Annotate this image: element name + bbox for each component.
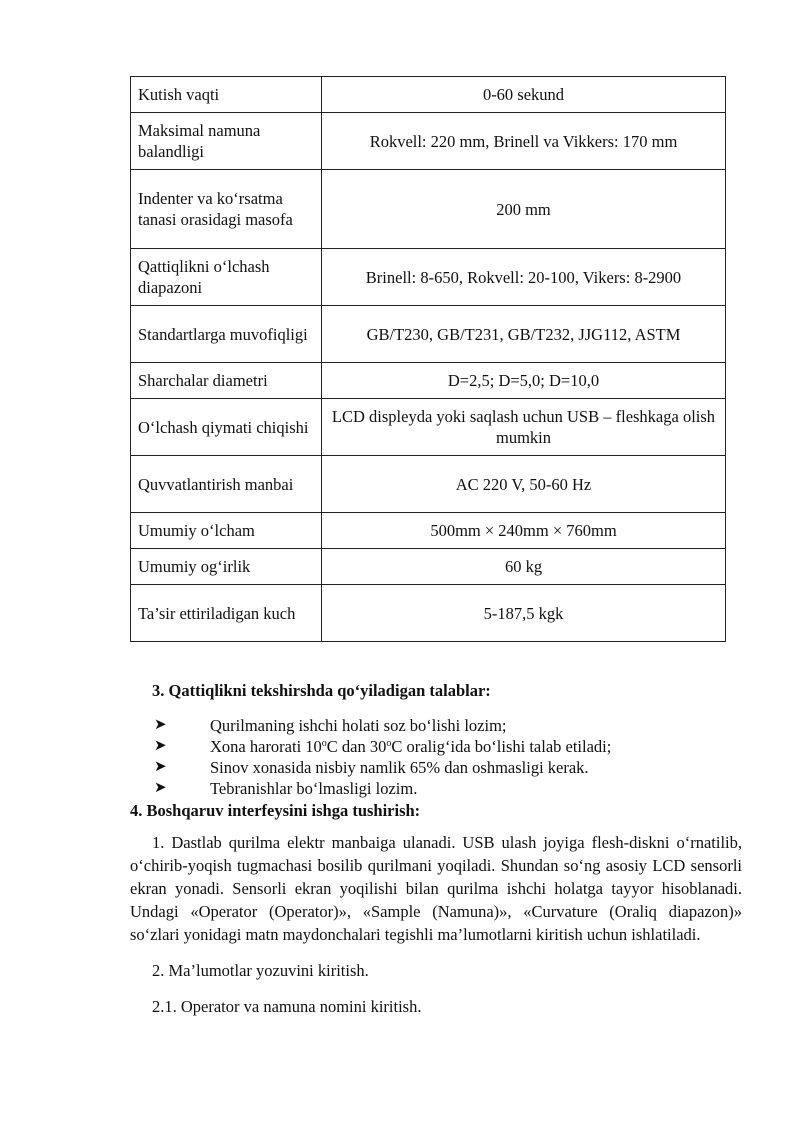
table-row	[131, 249, 726, 306]
table-row	[131, 549, 726, 585]
arrowhead-bullet-icon: ➤	[154, 780, 167, 796]
spec-label: O‘lchash qiymati chiqishi	[131, 399, 322, 456]
spec-label: Ta’sir ettiriladigan kuch	[131, 585, 322, 642]
paragraph: 1. Dastlab qurilma elektr manbaiga ulanadi. USB ulash joyiga flesh-diskni o‘rnatilib, o‘chirib-yoqish tugmachasi bosilib qurilmani yoqiladi. Shundan so‘ng asosiy LCD sensorli ekran yonadi. Sensorli ekran yoqilishi bilan qurilma ishchi holatga tayyor hisoblanadi. Undagi «Operator (Operator)», «Sample (Namuna)», «Curvature (Oraliq diapazon)» so‘zlari yonidagi matn maydonchalari tegishli ma’lumotlarni kiritish uchun ishlatiladi.	[130, 833, 742, 944]
degree-superscript: o	[386, 738, 392, 749]
section-4-body	[130, 831, 742, 1018]
paragraph: 2.1. Operator va namuna nomini kiritish.	[152, 997, 422, 1016]
table-row	[131, 306, 726, 363]
table-row	[131, 77, 726, 113]
list-item-text: Sinov xonasida nisbiy namlik 65% dan oshmasligi kerak.	[210, 758, 589, 777]
list-item	[130, 736, 742, 757]
text-segment: C oralig‘ida bo‘lishi talab etiladi;	[391, 737, 612, 756]
list-item	[130, 778, 742, 799]
spec-value: Rokvell: 220 mm, Brinell va Vikkers: 170 mm	[322, 113, 726, 170]
specifications-table	[130, 76, 726, 642]
table-row	[131, 363, 726, 399]
arrowhead-bullet-icon: ➤	[154, 717, 167, 733]
table-row	[131, 399, 726, 456]
spec-value: AC 220 V, 50-60 Hz	[322, 456, 726, 513]
spec-value: 0-60 sekund	[322, 77, 726, 113]
degree-superscript: o	[321, 738, 327, 749]
table-row	[131, 513, 726, 549]
arrowhead-bullet-icon: ➤	[154, 738, 167, 754]
requirements-list	[130, 715, 742, 799]
list-item-text: Qurilmaning ishchi holati soz bo‘lishi lozim;	[210, 716, 507, 735]
list-item	[130, 757, 742, 778]
spec-label: Umumiy o‘lcham	[131, 513, 322, 549]
spec-label: Qattiqlikni o‘lchash diapazoni	[131, 249, 322, 306]
spec-label: Kutish vaqti	[131, 77, 322, 113]
section-3-heading: 3. Qattiqlikni tekshirshda qo‘yiladigan talablar:	[152, 681, 491, 700]
list-item	[130, 715, 742, 736]
text-segment: C dan 30	[326, 737, 387, 756]
section-4-heading: 4. Boshqaruv interfeysini ishga tushirish:	[130, 801, 421, 820]
table-row	[131, 113, 726, 170]
spec-label: Maksimal namuna balandligi	[131, 113, 322, 170]
spec-value: 60 kg	[322, 549, 726, 585]
table-row	[131, 170, 726, 249]
spec-label: Umumiy og‘irlik	[131, 549, 322, 585]
spec-value: D=2,5; D=5,0; D=10,0	[322, 363, 726, 399]
table-row	[131, 585, 726, 642]
section-3	[130, 679, 742, 823]
spec-label: Indenter va ko‘rsatma tanasi orasidagi masofa	[131, 170, 322, 249]
spec-value: 500mm × 240mm × 760mm	[322, 513, 726, 549]
list-item-text	[210, 736, 611, 757]
paragraph: 2. Ma’lumotlar yozuvini kiritish.	[152, 961, 369, 980]
arrowhead-bullet-icon: ➤	[154, 759, 167, 775]
spec-value: 5-187,5 kgk	[322, 585, 726, 642]
spec-value: Brinell: 8-650, Rokvell: 20-100, Vikers: 8-2900	[322, 249, 726, 306]
table-row	[131, 456, 726, 513]
spec-label: Standartlarga muvofiqligi	[131, 306, 322, 363]
spec-label: Quvvatlantirish manbai	[131, 456, 322, 513]
list-item-text: Tebranishlar bo‘lmasligi lozim.	[210, 779, 418, 798]
spec-value: LCD displeyda yoki saqlash uchun USB – fleshkaga olish mumkin	[322, 399, 726, 456]
spec-label: Sharchalar diametri	[131, 363, 322, 399]
text-segment: Xona harorati 10	[210, 737, 322, 756]
spec-value: GB/T230, GB/T231, GB/T232, JJG112, ASTM	[322, 306, 726, 363]
spec-value: 200 mm	[322, 170, 726, 249]
